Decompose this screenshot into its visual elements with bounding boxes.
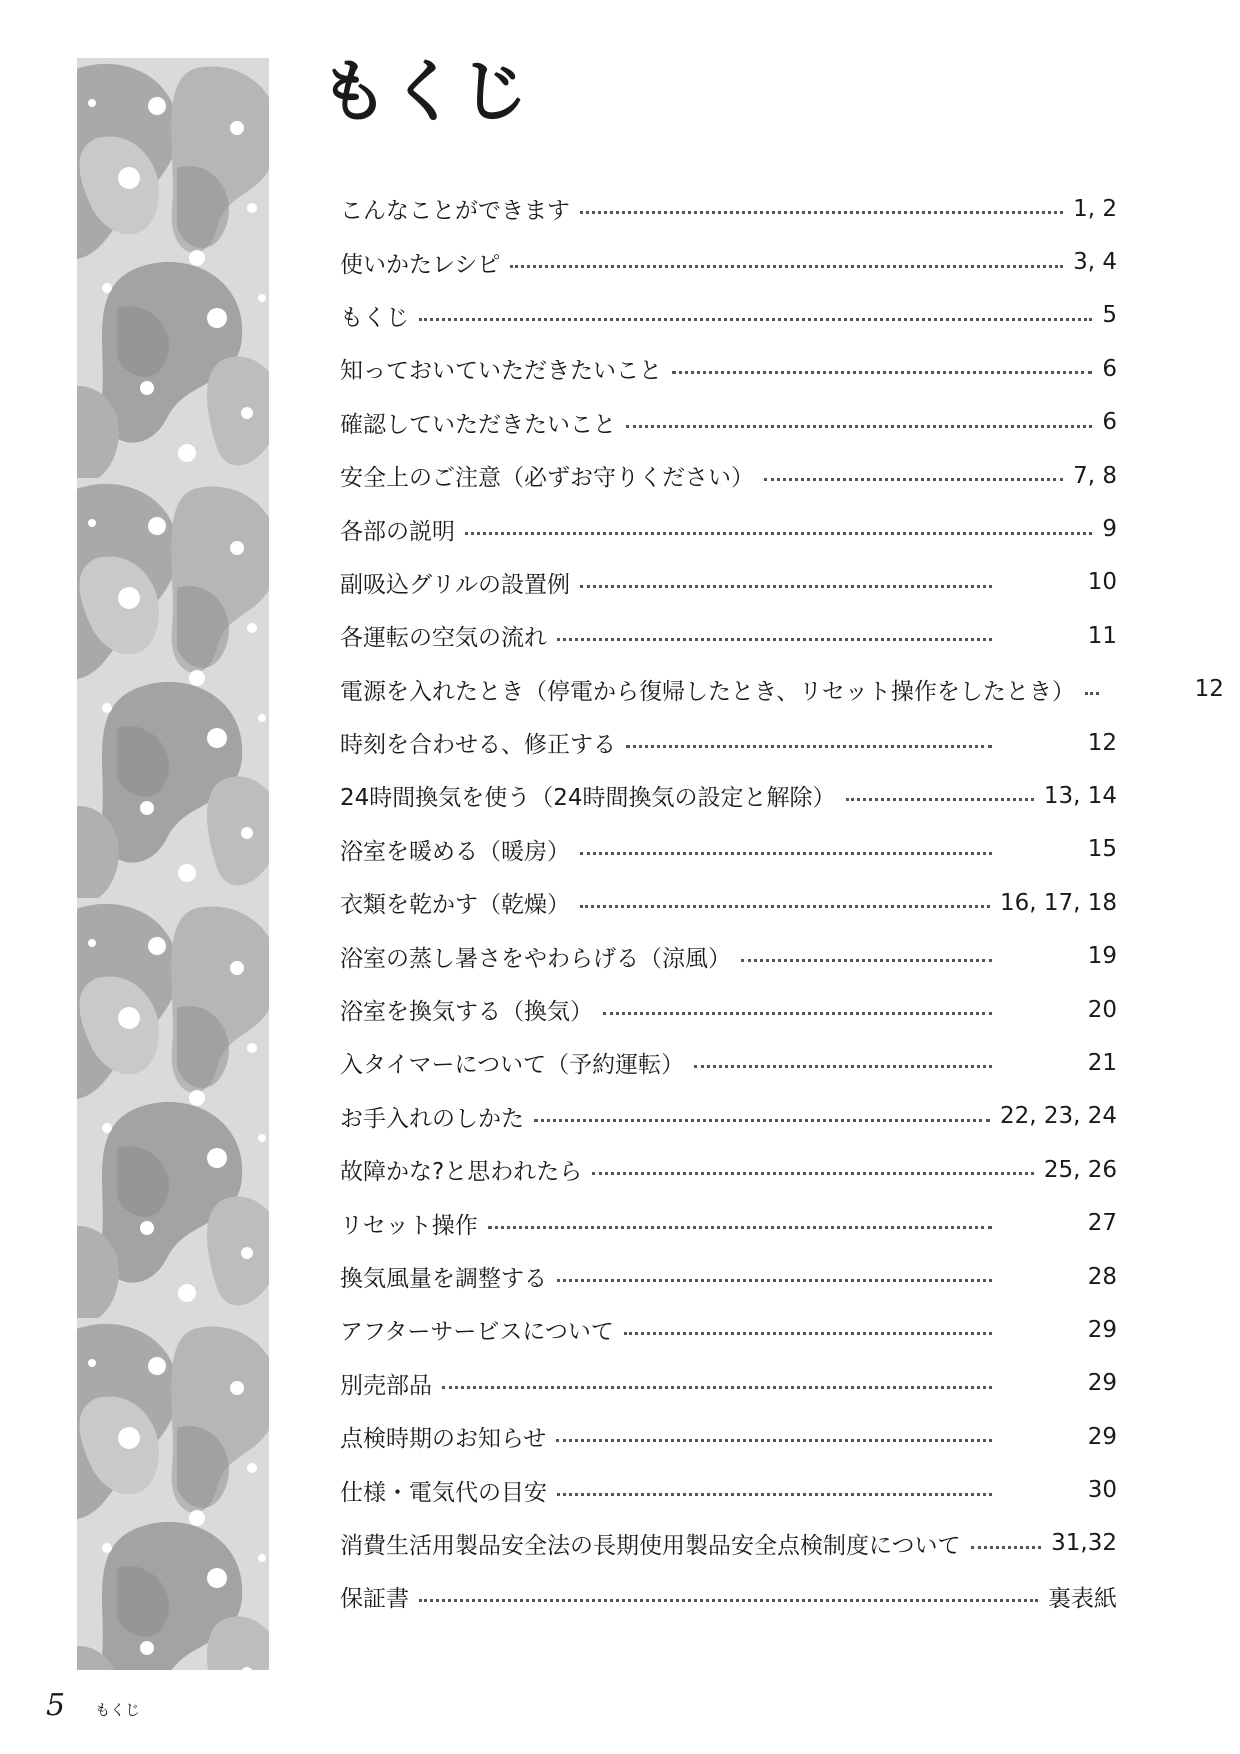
toc-dot-leader [510,265,1063,268]
toc-entry[interactable] [340,876,1117,929]
toc-entry[interactable] [340,1090,1117,1143]
toc-dot-leader [419,318,1092,321]
toc-entry-title: 入タイマーについて（予約運転） [340,1052,685,1079]
toc-entry[interactable] [340,396,1117,449]
toc-entry-title: 各部の説明 [340,518,455,545]
toc-entry-page: 3, 4 [1073,249,1117,276]
toc-dot-leader [580,852,992,855]
toc-entry-page: 21 [1087,1049,1117,1076]
toc-entry[interactable] [340,1196,1117,1249]
toc-entry[interactable] [340,182,1117,235]
toc-entry[interactable] [340,1250,1117,1303]
toc-entry-title: 故障かな?と思われたら [340,1159,583,1186]
toc-dot-leader [556,1439,992,1442]
toc-dot-leader [694,1065,992,1068]
toc-entry[interactable] [340,609,1117,662]
toc-entry-title: 点検時期のお知らせ [340,1426,547,1453]
toc-entry-page: 6 [1102,409,1117,436]
toc-dot-leader [624,1332,992,1335]
toc-entry[interactable] [340,1410,1117,1463]
toc-dot-leader [592,1172,1034,1175]
toc-entry-title: 保証書 [340,1586,409,1613]
toc-dot-leader [557,1279,992,1282]
toc-entry-page: 19 [1087,943,1117,970]
toc-entry-page: 1, 2 [1073,195,1117,222]
toc-entry-page: 30 [1087,1477,1117,1504]
toc-entry[interactable] [340,823,1117,876]
toc-entry-page: 27 [1087,1210,1117,1237]
toc-entry[interactable] [340,342,1117,395]
toc-entry-page: 25, 26 [1043,1156,1117,1183]
toc-entry[interactable] [340,983,1117,1036]
toc-entry-page: 28 [1087,1263,1117,1290]
toc-entry-title: こんなことができます [340,198,570,225]
toc-dot-leader [846,798,1034,801]
toc-entry-title: 確認していただきたいこと [340,411,616,438]
toc-entry-page: 29 [1087,1423,1117,1450]
toc-entry[interactable] [340,502,1117,555]
toc-dot-leader [764,478,1063,481]
toc-dot-leader [534,1119,990,1122]
toc-entry-page: 12 [1194,676,1224,703]
toc-dot-leader [442,1386,992,1389]
toc-entry-title: 24時間換気を使う（24時間換気の設定と解除） [340,785,836,812]
toc-entry-title: アフターサービスについて [340,1319,614,1346]
toc-entry-page: 22, 23, 24 [999,1103,1117,1130]
toc-entry-title: 安全上のご注意（必ずお守りください） [340,465,754,492]
footer-page-number: 5 [46,1688,66,1723]
toc-dot-leader [971,1546,1042,1549]
page-title: もくじ [320,53,531,132]
toc-entry-title: 衣類を乾かす（乾燥） [340,892,570,919]
toc-entry-page: 13, 14 [1043,782,1117,809]
toc-entry[interactable] [340,716,1117,769]
toc-dot-leader [626,425,1092,428]
toc-dot-leader [672,371,1092,374]
toc-entry[interactable] [340,289,1117,342]
toc-entry[interactable] [340,1143,1117,1196]
toc-entry[interactable] [340,556,1117,609]
toc-entry-title: 使いかたレシピ [340,251,501,278]
toc-entry-page: 9 [1102,516,1117,543]
toc-entry[interactable] [340,1463,1117,1516]
toc-entry[interactable] [340,929,1117,982]
toc-entry-page: 29 [1087,1316,1117,1343]
toc-dot-leader [557,638,992,641]
toc-dot-leader [488,1226,992,1229]
toc-entry-title: 時刻を合わせる、修正する [340,732,616,759]
toc-dot-leader [741,959,992,962]
toc-entry-page: 5 [1102,302,1117,329]
toc-entry[interactable] [340,663,1224,716]
toc-entry-title: 別売部品 [340,1372,432,1399]
toc-entry-title: リセット操作 [340,1212,478,1239]
toc-entry-title: 副吸込グリルの設置例 [340,571,570,598]
toc-entry[interactable] [340,1357,1117,1410]
toc-entry-title: お手入れのしかた [340,1105,524,1132]
footer-section-label: もくじ [95,1701,141,1719]
toc-entry[interactable] [340,1570,1117,1623]
toc-dot-leader [580,211,1063,214]
toc-entry[interactable] [340,1517,1117,1570]
toc-dot-leader [557,1493,992,1496]
toc-entry-title: もくじ [340,304,409,331]
toc-entry-title: 仕様・電気代の目安 [340,1479,547,1506]
toc-entry-page: 6 [1102,355,1117,382]
toc-entry-title: 消費生活用製品安全法の長期使用製品安全点検制度について [340,1532,961,1559]
page-footer [46,1688,140,1723]
toc-entry[interactable] [340,1303,1117,1356]
toc-entry-page: 20 [1087,996,1117,1023]
toc-entry-page: 11 [1087,622,1117,649]
toc-entry-title: 浴室を暖める（暖房） [340,838,570,865]
toc-entry[interactable] [340,235,1117,288]
toc-entry-title: 各運転の空気の流れ [340,625,547,652]
toc-entry[interactable] [340,769,1117,822]
toc-entry-page: 12 [1087,729,1117,756]
toc-entry-page: 7, 8 [1073,462,1117,489]
toc-entry-page: 10 [1087,569,1117,596]
toc-entry[interactable] [340,449,1117,502]
toc-entry-page: 16, 17, 18 [999,889,1117,916]
decorative-pattern-band [77,58,269,1670]
table-of-contents [340,182,1224,1624]
toc-entry[interactable] [340,1036,1117,1089]
toc-entry-title: 換気風量を調整する [340,1266,547,1292]
toc-dot-leader [580,585,992,588]
toc-entry-page: 29 [1087,1370,1117,1397]
toc-entry-title: 知っておいていただきたいこと [340,358,662,385]
toc-dot-leader [626,745,992,748]
toc-entry-title: 浴室の蒸し暑さをやわらげる（涼風） [340,945,731,972]
toc-dot-leader [419,1599,1038,1602]
toc-dot-leader [1085,692,1099,695]
toc-entry-title: 電源を入れたとき（停電から復帰したとき、リセット操作をしたとき） [340,678,1075,705]
toc-dot-leader [580,905,990,908]
toc-dot-leader [465,532,1092,535]
toc-entry-page: 31,32 [1051,1530,1117,1557]
blob-pattern-graphic [77,58,269,1670]
toc-entry-title: 浴室を換気する（換気） [340,999,593,1026]
toc-dot-leader [603,1012,992,1015]
toc-entry-page: 15 [1087,836,1117,863]
toc-entry-page: 裏表紙 [1048,1586,1117,1613]
